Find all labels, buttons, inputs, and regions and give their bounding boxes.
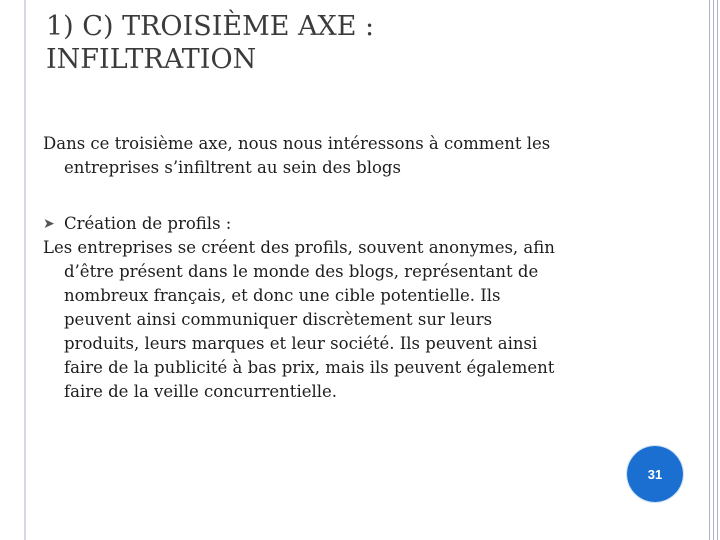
spacer bbox=[43, 180, 623, 212]
bullet-label: Création de profils : bbox=[64, 214, 232, 233]
right-border-line bbox=[717, 0, 718, 540]
slide-title-line: 1) C) TROISIÈME AXE : bbox=[46, 11, 375, 42]
intro-paragraph bbox=[43, 132, 623, 180]
body-line: peuvent ainsi communiquer discrètement sur leurs bbox=[64, 310, 493, 329]
body-line: d’être présent dans le monde des blogs, représentant de bbox=[64, 262, 539, 281]
body-line: faire de la veille concurrentielle. bbox=[64, 382, 338, 401]
body-line: Les entreprises se créent des profils, souvent anonymes, afin bbox=[43, 238, 555, 257]
intro-line: Dans ce troisième axe, nous nous intéressons à comment les bbox=[43, 134, 551, 153]
page-number: 31 bbox=[647, 466, 663, 482]
body-paragraph bbox=[43, 236, 623, 404]
arrowhead-bullet-icon: ➤ bbox=[43, 216, 55, 232]
body-line: produits, leurs marques et leur société. Ils peuvent ainsi bbox=[64, 334, 538, 353]
bullet-item bbox=[43, 212, 623, 236]
slide-title-line: INFILTRATION bbox=[46, 44, 257, 75]
right-border-line bbox=[709, 0, 710, 540]
slide-title bbox=[46, 10, 606, 76]
slide-body bbox=[43, 132, 623, 404]
right-border bbox=[706, 0, 720, 540]
intro-line: entreprises s’infiltrent au sein des blogs bbox=[64, 158, 401, 177]
page-number-badge bbox=[627, 446, 683, 502]
body-line: faire de la publicité à bas prix, mais ils peuvent également bbox=[64, 358, 555, 377]
right-border-line bbox=[713, 0, 714, 540]
body-line: nombreux français, et donc une cible potentielle. Ils bbox=[64, 286, 501, 305]
left-vertical-rule bbox=[24, 0, 26, 540]
